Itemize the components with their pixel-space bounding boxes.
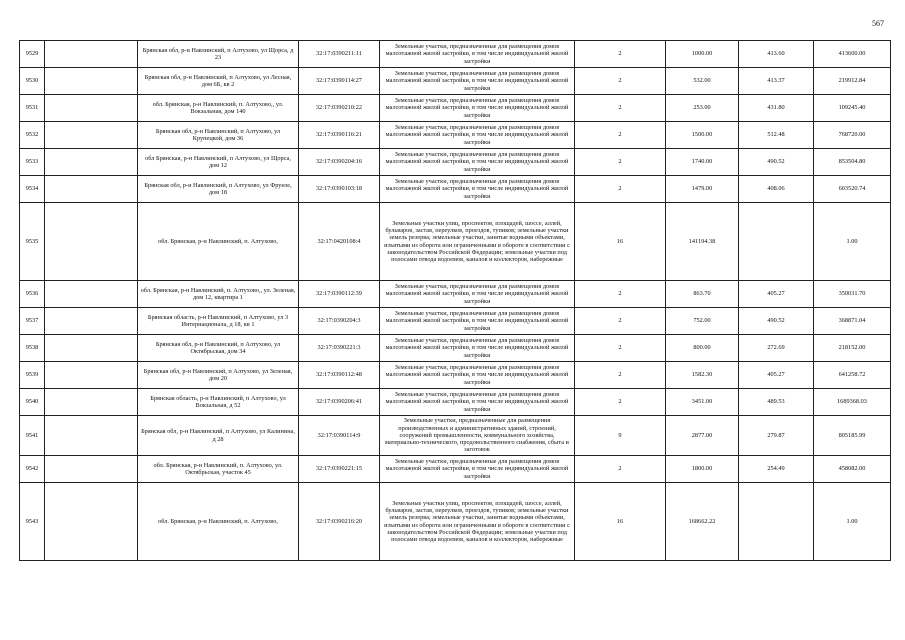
category-cell: 9 <box>575 416 666 456</box>
land-use-cell: Земельные участки, предназначенные для размещения домов малоэтажной жилой застройки, в том числе индивидуальной жилой застройки <box>380 95 575 122</box>
table-row <box>20 335 891 362</box>
cadastral-number-cell: 32:17:0390204:16 <box>299 149 380 176</box>
row-number: 9540 <box>20 389 45 416</box>
rate-cell: 413.60 <box>739 41 814 68</box>
blank-cell <box>45 149 138 176</box>
cadastral-value-cell: 218152.00 <box>814 335 891 362</box>
blank-cell <box>45 483 138 561</box>
table-row <box>20 456 891 483</box>
land-use-cell: Земельные участки, предназначенные для размещения домов малоэтажной жилой застройки, в том числе индивидуальной жилой застройки <box>380 176 575 203</box>
table-row <box>20 362 891 389</box>
land-use-cell: Земельные участки, предназначенные для размещения домов малоэтажной жилой застройки, в том числе индивидуальной жилой застройки <box>380 308 575 335</box>
blank-cell <box>45 362 138 389</box>
cadastral-number-cell: 32:17:0390216:20 <box>299 483 380 561</box>
cadastral-value-cell: 350031.70 <box>814 281 891 308</box>
cadastral-number-cell: 32:17:0390103:18 <box>299 176 380 203</box>
cadastral-value-cell: 1.00 <box>814 483 891 561</box>
rate-cell: 272.69 <box>739 335 814 362</box>
row-number: 9536 <box>20 281 45 308</box>
address-cell: Брянская обл, р-н Навлинский, п Алтухово, ул Октябрьская, дом 34 <box>138 335 299 362</box>
row-number: 9533 <box>20 149 45 176</box>
rate-cell: 490.52 <box>739 149 814 176</box>
cadastral-number-cell: 32:17:0390221:3 <box>299 335 380 362</box>
cadastral-value-cell: 368871.04 <box>814 308 891 335</box>
cadastral-number-cell: 32:17:0420108:4 <box>299 203 380 281</box>
cadastral-value-cell: 641258.72 <box>814 362 891 389</box>
area-cell: 141194.38 <box>666 203 739 281</box>
rate-cell: 413.37 <box>739 68 814 95</box>
table-row <box>20 149 891 176</box>
address-cell: обл. Брянская, р-н Навлинский, п. Алтухово,, ул. Вокзальная, дом 140 <box>138 95 299 122</box>
table-row <box>20 416 891 456</box>
land-use-cell: Земельные участки, предназначенные для размещения домов малоэтажной жилой застройки, в том числе индивидуальной жилой застройки <box>380 68 575 95</box>
blank-cell <box>45 176 138 203</box>
cadastral-number-cell: 32:17:0390211:11 <box>299 41 380 68</box>
category-cell: 16 <box>575 203 666 281</box>
rate-cell: 512.48 <box>739 122 814 149</box>
cadastral-value-table <box>19 40 891 561</box>
address-cell: Брянская обл, р-н Навлинский, п Алтухово, ул Калинина, д 28 <box>138 416 299 456</box>
address-cell: обл. Брянская, р-н Навлинский, п. Алтухово, ул. Октябрьская, участок 45 <box>138 456 299 483</box>
area-cell: 2877.00 <box>666 416 739 456</box>
land-use-cell: Земельные участки, предназначенные для размещения домов малоэтажной жилой застройки, в том числе индивидуальной жилой застройки <box>380 41 575 68</box>
category-cell: 2 <box>575 149 666 176</box>
rate-cell: 405.27 <box>739 362 814 389</box>
row-number: 9529 <box>20 41 45 68</box>
land-use-cell: Земельные участки, предназначенные для размещения производственных и административных зданий, строений, сооружений промышленности, коммунального хозяйства, материально-технического, продовольственного снабжения, сбыта и заготовок <box>380 416 575 456</box>
table-row <box>20 203 891 281</box>
cadastral-number-cell: 32:17:0390114:27 <box>299 68 380 95</box>
table-row <box>20 389 891 416</box>
area-cell: 532.00 <box>666 68 739 95</box>
row-number: 9539 <box>20 362 45 389</box>
address-cell: Брянская область, р-н Навлинский, п Алтухово, ул 3 Интернационала, д 18, кв 1 <box>138 308 299 335</box>
category-cell: 2 <box>575 68 666 95</box>
row-number: 9531 <box>20 95 45 122</box>
rate-cell <box>739 203 814 281</box>
land-use-cell: Земельные участки, предназначенные для размещения домов малоэтажной жилой застройки, в том числе индивидуальной жилой застройки <box>380 335 575 362</box>
land-use-cell: Земельные участки улиц, проспектов, площадей, шоссе, аллей, бульваров, застав, переулков, проездов, тупиков; земельные участки земель резерва; земельные участки, занятые водными объектами, изъятыми из оборота или ограниченными в обороте в соответствии с законодательством Российской Федерации; земельные участки под полосами отвода водоемов, каналов и коллекторов, набережные <box>380 203 575 281</box>
rate-cell <box>739 483 814 561</box>
blank-cell <box>45 41 138 68</box>
area-cell: 3451.00 <box>666 389 739 416</box>
cadastral-number-cell: 32:17:0390112:39 <box>299 281 380 308</box>
cadastral-value-cell: 853504.80 <box>814 149 891 176</box>
cadastral-number-cell: 32:17:0390210:22 <box>299 95 380 122</box>
page-number: 567 <box>872 19 884 28</box>
cadastral-number-cell: 32:17:0390204:3 <box>299 308 380 335</box>
area-cell: 863.70 <box>666 281 739 308</box>
area-cell: 1582.30 <box>666 362 739 389</box>
cadastral-number-cell: 32:17:0390221:15 <box>299 456 380 483</box>
land-use-cell: Земельные участки, предназначенные для размещения домов малоэтажной жилой застройки, в том числе индивидуальной жилой застройки <box>380 281 575 308</box>
row-number: 9530 <box>20 68 45 95</box>
row-number: 9542 <box>20 456 45 483</box>
land-use-cell: Земельные участки, предназначенные для размещения домов малоэтажной жилой застройки, в том числе индивидуальной жилой застройки <box>380 389 575 416</box>
area-cell: 752.00 <box>666 308 739 335</box>
rate-cell: 408.06 <box>739 176 814 203</box>
land-use-cell: Земельные участки, предназначенные для размещения домов малоэтажной жилой застройки, в том числе индивидуальной жилой застройки <box>380 122 575 149</box>
blank-cell <box>45 308 138 335</box>
row-number: 9532 <box>20 122 45 149</box>
blank-cell <box>45 68 138 95</box>
area-cell: 1800.00 <box>666 456 739 483</box>
cadastral-number-cell: 32:17:0390116:21 <box>299 122 380 149</box>
cadastral-value-cell: 603520.74 <box>814 176 891 203</box>
area-cell: 168662.22 <box>666 483 739 561</box>
rate-cell: 254.49 <box>739 456 814 483</box>
row-number: 9535 <box>20 203 45 281</box>
area-cell: 253.00 <box>666 95 739 122</box>
cadastral-value-cell: 109245.40 <box>814 95 891 122</box>
blank-cell <box>45 203 138 281</box>
address-cell: обл Брянская, р-н Навлинский, п Алтухово, ул Щорса, дом 12 <box>138 149 299 176</box>
cadastral-value-cell: 219912.84 <box>814 68 891 95</box>
blank-cell <box>45 122 138 149</box>
table-row <box>20 281 891 308</box>
address-cell: Брянская область, р-н Навлинский, п Алтухово, ул Вокзальная, д 52 <box>138 389 299 416</box>
address-cell: Брянская обл, р-н Навлинский, п Алтухово, ул Лесная, дом 6Б, кв 2 <box>138 68 299 95</box>
rate-cell: 405.27 <box>739 281 814 308</box>
category-cell: 2 <box>575 41 666 68</box>
land-use-cell: Земельные участки, предназначенные для размещения домов малоэтажной жилой застройки, в том числе индивидуальной жилой застройки <box>380 149 575 176</box>
land-use-cell: Земельные участки, предназначенные для размещения домов малоэтажной жилой застройки, в том числе индивидуальной жилой застройки <box>380 362 575 389</box>
category-cell: 2 <box>575 122 666 149</box>
category-cell: 2 <box>575 281 666 308</box>
table-row <box>20 68 891 95</box>
land-use-cell: Земельные участки улиц, проспектов, площадей, шоссе, аллей, бульваров, застав, переулков, проездов, тупиков; земельные участки земель резерва; земельные участки, занятые водными объектами, изъятыми из оборота или ограниченными в обороте в соответствии с законодательством Российской Федерации; земельные участки под полосами отвода водоемов, каналов и коллекторов, набережные <box>380 483 575 561</box>
blank-cell <box>45 95 138 122</box>
address-cell: Брянская обл, р-н Навлинский, п Алтухово, ул Фрунзе, дом 18 <box>138 176 299 203</box>
address-cell: Брянская обл, р-н Навлинский, п Алтухово, ул Зеленая, дом 20 <box>138 362 299 389</box>
category-cell: 16 <box>575 483 666 561</box>
area-cell: 800.00 <box>666 335 739 362</box>
category-cell: 2 <box>575 456 666 483</box>
table-row <box>20 308 891 335</box>
cadastral-value-cell: 768720.00 <box>814 122 891 149</box>
cadastral-value-cell: 805185.99 <box>814 416 891 456</box>
table-row <box>20 176 891 203</box>
area-cell: 1479.00 <box>666 176 739 203</box>
category-cell: 2 <box>575 389 666 416</box>
category-cell: 2 <box>575 308 666 335</box>
rate-cell: 490.52 <box>739 308 814 335</box>
cadastral-number-cell: 32:17:0390206:41 <box>299 389 380 416</box>
area-cell: 1000.00 <box>666 41 739 68</box>
category-cell: 2 <box>575 176 666 203</box>
row-number: 9534 <box>20 176 45 203</box>
address-cell: обл. Брянская, р-н Навлинский, п. Алтухово,, ул. Зеленая, дом 12, квартира 1 <box>138 281 299 308</box>
area-cell: 1740.00 <box>666 149 739 176</box>
table-row <box>20 41 891 68</box>
address-cell: Брянская обл, р-н Навлинский, п Алтухово, ул Крупецкой, дом 36 <box>138 122 299 149</box>
row-number: 9537 <box>20 308 45 335</box>
cadastral-value-cell: 1.00 <box>814 203 891 281</box>
blank-cell <box>45 335 138 362</box>
table-row <box>20 483 891 561</box>
blank-cell <box>45 416 138 456</box>
table-body <box>20 41 891 561</box>
blank-cell <box>45 456 138 483</box>
cadastral-number-cell: 32:17:0390114:9 <box>299 416 380 456</box>
category-cell: 2 <box>575 335 666 362</box>
cadastral-value-cell: 413600.00 <box>814 41 891 68</box>
cadastral-value-cell: 1689368.03 <box>814 389 891 416</box>
rate-cell: 431.80 <box>739 95 814 122</box>
table-row <box>20 122 891 149</box>
address-cell: Брянская обл, р-н Навлинский, п Алтухово, ул Щорса, д 23 <box>138 41 299 68</box>
category-cell: 2 <box>575 95 666 122</box>
blank-cell <box>45 389 138 416</box>
blank-cell <box>45 281 138 308</box>
category-cell: 2 <box>575 362 666 389</box>
address-cell: обл. Брянская, р-н Навлинский, п. Алтухово, <box>138 483 299 561</box>
cadastral-number-cell: 32:17:0390112:48 <box>299 362 380 389</box>
address-cell: обл. Брянская, р-н Навлинский, п. Алтухово, <box>138 203 299 281</box>
row-number: 9543 <box>20 483 45 561</box>
land-use-cell: Земельные участки, предназначенные для размещения домов малоэтажной жилой застройки, в том числе индивидуальной жилой застройки <box>380 456 575 483</box>
table-row <box>20 95 891 122</box>
cadastral-value-cell: 458082.00 <box>814 456 891 483</box>
rate-cell: 279.87 <box>739 416 814 456</box>
row-number: 9538 <box>20 335 45 362</box>
area-cell: 1500.00 <box>666 122 739 149</box>
row-number: 9541 <box>20 416 45 456</box>
rate-cell: 489.53 <box>739 389 814 416</box>
